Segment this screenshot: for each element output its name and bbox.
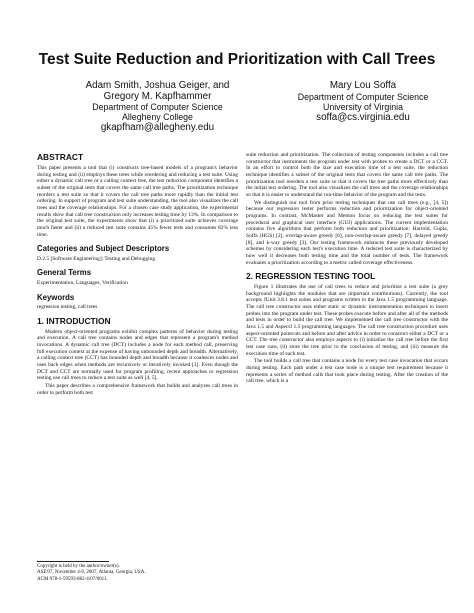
introduction-paragraph: Modern object-oriented programs exhibit complex patterns of behavior during testing and execution. A call tree contains nodes and edges that represent a program's method invocations. A dynamic call tree (DCT) includes a node for each method call, preserving full execution context at the expense of having unbounded depth and breadth. Alternatively, a calling context tree (CCT) has bounded depth and breadth because it coalesces nodes and uses back edges when methods are recursively or iteratively invoked [1]. Even though the DCT and CCT are normally used for program profiling, recent approaches to regression testing use call trees to reduce a test suite as well [4, 5]. [37, 328, 238, 382]
copyright-line: ASE'07, November 4-9, 2007, Atlanta, Georgia, USA. [37, 570, 146, 576]
author-block-allegheny [55, 81, 260, 133]
footnote-rule [37, 561, 109, 562]
section2-heading: 2. REGRESSION TESTING TOOL [246, 271, 376, 282]
keywords-text: regression testing, call trees [37, 304, 98, 311]
author-email: gkapfham@allegheny.edu [100, 122, 215, 133]
introduction-paragraph: This paper describes a comprehensive framework that builds and analyzes call trees in order to perform both test [37, 382, 238, 396]
copyright-line: Copyright is held by the author/owner(s). [37, 564, 120, 569]
keywords-heading: Keywords [37, 292, 75, 302]
body-paragraph: We distinguish our tool from prior testing techniques that use call trees (e.g., [4, 5]) because our regression tester performs reduction and prioritization for object-oriented programs. In contrast, McMaster and Memon focus on reducing the test suites for procedural and graphical user interface (GUI) applications. The current implementation contains five algorithms that perform both reduction and prioritization: Harrold, Gupta, Soffa (HGS) [2], overlap-aware greedy [6], non-overlap-aware greedy [7], delayed greedy [8], and k-way greedy [3]. Our testing framework enhances these previously developed schemes by considering each test's execution time. A reduced test suite is characterized by how well it decreases both testing time and the total number of tests. The framework evaluates a prioritization according to a metric called coverage effectiveness. [246, 199, 448, 266]
paper-title: Test Suite Reduction and Prioritization with Call Trees [38, 51, 436, 68]
author-affiliation: University of Virginia [322, 101, 404, 112]
abstract-text: This paper presents a tool that (i) constructs tree-based models of a program's behavior during testing and (ii) employs these trees while reordering and reducing a test suite. Using either a dynamic call tree or a calling context tree, the test reduction component identifies a subset of the original tests that covers the same call tree paths. The prioritization technique reorders a test suite so that it covers the call tree paths more rapidly than the initial test ordering. In support of program and test suite understanding, the tool also visualizes the call trees and the coverage relationships. For a chosen case study application, the experimental results show that call tree construction only increases testing time by 13%. In comparison to the original test suite, the experiments show that (i) a prioritized suite achieves coverage much faster and (ii) a reduced test suite contains 45% fewer tests and consumes 82% less time. [37, 165, 238, 238]
author-names-line: Adam Smith, Joshua Geiger, and [85, 80, 230, 91]
abstract-heading: ABSTRACT [37, 152, 84, 162]
body-paragraph: suite reduction and prioritization. The collection of testing components includes a call tree constructor that instruments the program under test with probes to create a DCT or a CCT. In an effort to control both the size and execution time of a test suite, the reduction technique identifies a subset of the original tests that covers the same call tree paths. The prioritization tool reorders a test suite so that it covers the tree paths more effectively than the initial test ordering. The tool also visualizes the call trees and the coverage relationships so that it is easier to understand the run-time behavior of the program and the tests. [246, 152, 448, 198]
author-names-line: Gregory M. Kapfhammer [103, 90, 212, 102]
copyright-line: ACM 978-1-59593-882-4/07/0011. [37, 576, 108, 582]
author-affiliation: Department of Computer Science [92, 102, 223, 112]
author-affiliation: Allegheny College [122, 112, 193, 122]
section2-paragraph: The tool builds a call tree that contains a node for every test case invocation that occurs during testing. Each path under a test case node is a unique test requirement because it represents a series of method calls that took place during testing. After the creation of the call tree, which is a [246, 358, 448, 385]
introduction-heading: 1. INTRODUCTION [37, 315, 111, 326]
general-terms-text: Experimentation, Languages, Verification [37, 279, 128, 286]
copyright-notice [37, 561, 238, 583]
general-terms-heading: General Terms [37, 268, 92, 278]
author-block-virginia [283, 81, 443, 123]
categories-heading: Categories and Subject Descriptors [37, 244, 170, 254]
author-affiliation: Department of Computer Science [297, 91, 429, 102]
categories-text: D.2.5 [Software Engineering]: Testing and Debugging [37, 255, 156, 262]
author-email: soffa@cs.virginia.edu [316, 111, 410, 123]
author-names-line: Mary Lou Soffa [329, 80, 397, 91]
section2-paragraph: Figure 1 illustrates the use of call trees to reduce and prioritize a test suite (a grey background highlights the modules that are important contributions). Currently, the tool accepts JUnit 3.8.1 test suites and programs written in the Java 1.5 programming language. The call tree constructor uses either static or dynamic instrumentation techniques to insert probes into the program under test. These probes execute before and after all of the methods and tests in order to build the call tree. We implemented the call tree constructor with the Java 1.5 and AspectJ 1.5 programming languages. The call tree construction procedure uses aspect-oriented pointcuts and before and after advice in order to construct either a DCT or a CCT. The tree constructor also employs aspects to (i) initialize the call tree before the first test case runs, (ii) store the tree prior to the conclusion of testing, and (iii) measure the execution time of each test. [246, 284, 448, 357]
left-column [37, 152, 238, 397]
right-column [246, 152, 448, 386]
